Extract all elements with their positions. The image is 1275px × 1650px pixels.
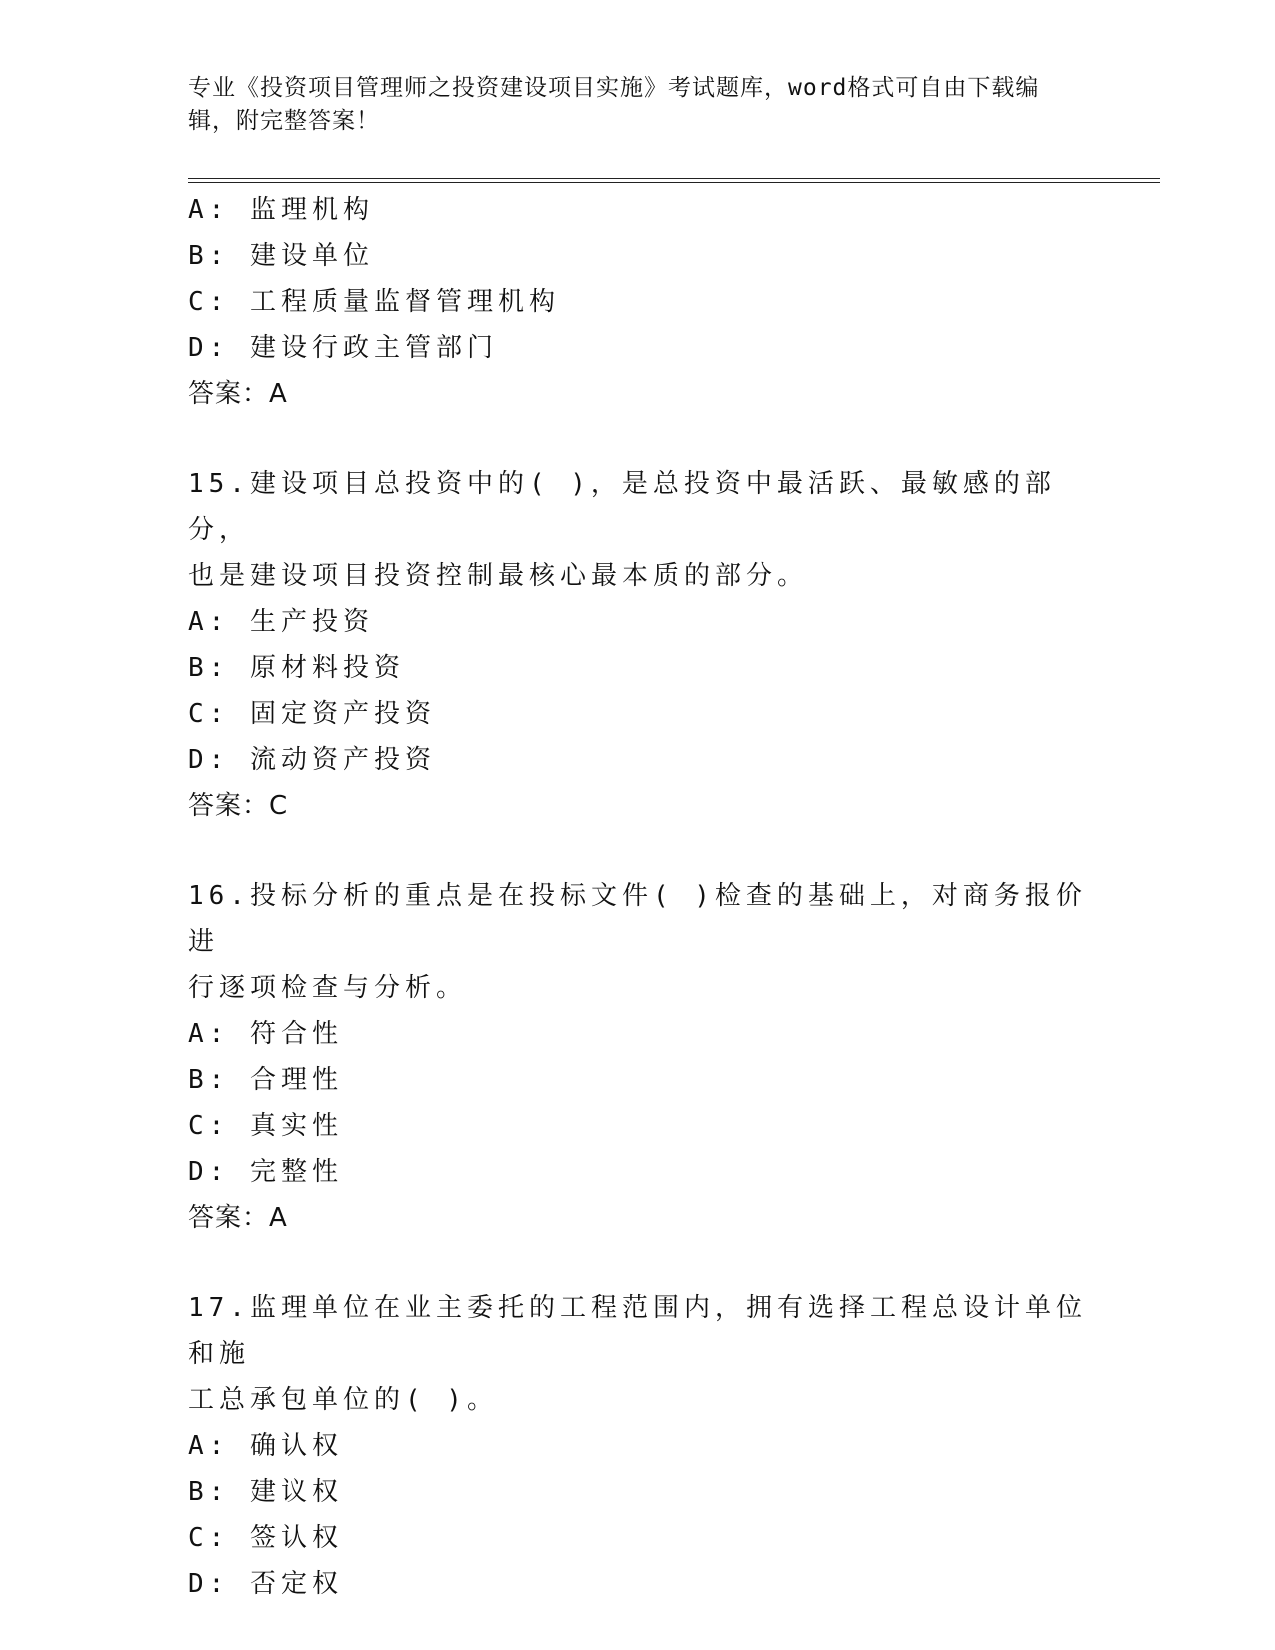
stem-line-2: 行逐项检查与分析。	[188, 973, 468, 1003]
option-d: D: 建设行政主管部门	[188, 333, 498, 363]
option-b: B: 合理性	[188, 1065, 343, 1095]
question-15	[188, 461, 1088, 829]
option-c: C: 签认权	[188, 1523, 343, 1553]
option-a: A: 监理机构	[188, 195, 374, 225]
option-d: D: 完整性	[188, 1157, 343, 1187]
stem-line-1: 15.建设项目总投资中的( )，是总投资中最活跃、最敏感的部分，	[188, 469, 1056, 545]
stem-line-2: 工总承包单位的( )。	[188, 1385, 498, 1415]
option-b: B: 建议权	[188, 1477, 343, 1507]
intro-line-1: 专业《投资项目管理师之投资建设项目实施》考试题库，word格式可自由下载编	[188, 75, 1040, 101]
option-d: D: 流动资产投资	[188, 745, 436, 775]
option-c: C: 工程质量监督管理机构	[188, 287, 560, 317]
answer-line: 答案：A	[188, 1203, 288, 1233]
stem-line-1: 16.投标分析的重点是在投标文件( )检查的基础上，对商务报价进	[188, 881, 1087, 957]
option-a: A: 生产投资	[188, 607, 374, 637]
answer-line: 答案：C	[188, 791, 289, 821]
question-17	[188, 1285, 1088, 1607]
option-a: A: 确认权	[188, 1431, 343, 1461]
question-stem	[188, 1285, 1088, 1423]
option-b: B: 原材料投资	[188, 653, 405, 683]
document-header	[188, 72, 1068, 138]
option-c: C: 固定资产投资	[188, 699, 436, 729]
stem-line-1: 17.监理单位在业主委托的工程范围内，拥有选择工程总设计单位和施	[188, 1293, 1087, 1369]
option-d: D: 否定权	[188, 1569, 343, 1599]
question-14-partial	[188, 187, 1088, 417]
intro-line-2: 辑，附完整答案！	[188, 108, 380, 134]
question-stem	[188, 873, 1088, 1011]
question-stem	[188, 461, 1088, 599]
option-a: A: 符合性	[188, 1019, 343, 1049]
header-double-rule	[188, 178, 1160, 183]
answer-line: 答案：A	[188, 379, 288, 409]
document-body	[188, 187, 1088, 1607]
stem-line-2: 也是建设项目投资控制最核心最本质的部分。	[188, 561, 809, 591]
question-16	[188, 873, 1088, 1241]
option-c: C: 真实性	[188, 1111, 343, 1141]
option-b: B: 建设单位	[188, 241, 374, 271]
